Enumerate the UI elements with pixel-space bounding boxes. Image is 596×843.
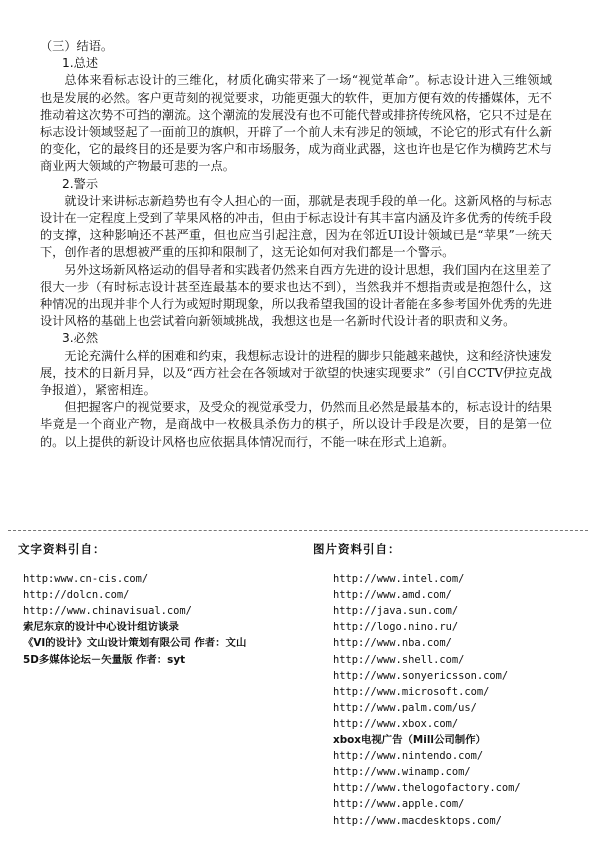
text-references [18,541,246,668]
image-references [313,541,521,829]
reference-link[interactable]: http://www.winamp.com/ [333,766,471,779]
paragraph: 另外这场新风格运动的倡导者和实践者仍然来自西方先进的设计思想，我们国内在这里差了很大一步（有时标志设计甚至连最基本的要求也达不到），当然我并不想指责或是抱怨什么，这种情况的出现并非个人行为或短时期现象，所以我希望我国的设计者能在多参考国外优秀的先进设计风格的基础上也尝试着向新领域挑战，我想这也是一名新时代设计者的职责和义务。 [40,262,552,329]
reference-link[interactable]: http://www.intel.com/ [333,573,465,586]
main-text [40,38,552,451]
reference-link[interactable]: http://java.sun.com/ [333,605,459,618]
reference-link[interactable]: http://www.macdesktops.com/ [333,814,502,827]
text-references-list [23,571,246,668]
reference-link[interactable]: http://logo.nino.ru/ [333,621,459,634]
paragraph: 总体来看标志设计的三维化，材质化确实带来了一场“视觉革命”。标志设计进入三维领域也是发展的必然。客户更苛刻的视觉要求，功能更强大的软件，更加方便有效的传播媒体，无不推动着这次势不可挡的潮流。这个潮流的发展没有也不可能代替或排挤传统风格，它只不过是在标志设计领域竖起了一面前卫的旗帜，开辟了一个前人未有涉足的领域，不论它的形式有什么新的变化，它的最终目的还是要为客户和市场服务，成为商业武器，这也许也是它作为横跨艺术与商业两大领域的产物最可悲的一点。 [40,73,552,174]
image-references-list [333,571,521,829]
reference-link[interactable]: http://www.xbox.com/ [333,717,459,730]
paragraph: 无论充满什么样的困难和约束，我想标志设计的进程的脚步只能越来越快，这和经济快速发展，技术的日新月异，以及“西方社会在各领域对于欲望的快速实现要求”（引自CCTV伊拉克战争报道），紧密相连。 [40,348,552,398]
section-heading-overview: 1.总述 [62,56,99,71]
paragraph: 但把握客户的视觉要求，及受众的视觉承受力，仍然而且必然是最基本的，标志设计的结果毕竟是一个商业产物，是商战中一枚极具杀伤力的棋子，所以设计手段是次要，目的是第一位的。以上提供的新设计风格也应依据具体情况而行，不能一味在形式上追新。 [40,400,552,449]
reference-link[interactable]: http:www.cn-cis.com/ [23,573,149,586]
reference-link[interactable]: http://dolcn.com/ [23,589,130,602]
reference-link[interactable]: http://www.chinavisual.com/ [23,605,192,618]
reference-item: 5D多媒体论坛－矢量版 作者：syt [23,653,186,666]
reference-link[interactable]: http://www.shell.com/ [333,653,465,666]
reference-link[interactable]: http://www.palm.com/us/ [333,701,477,714]
reference-link[interactable]: http://www.microsoft.com/ [333,685,490,698]
reference-item: 《VI的设计》文山设计策划有限公司 作者：文山 [23,637,247,650]
section-heading-warning: 2.警示 [62,176,99,191]
paragraph: 就设计来讲标志新趋势也有令人担心的一面，那就是表现手段的单一化。这新风格的与标志设计在一定程度上受到了苹果风格的冲击，但由于标志设计有其丰富内涵及许多优秀的传统手段的支撑，这种影响还不甚严重，但也应当引起注意，因为在邻近UI设计领域已是“苹果”一统天下，创作者的思想被严重的压抑和限制了，这无论如何对我们都是一个警示。 [40,193,552,260]
dashed-divider [8,530,588,531]
reference-link[interactable]: http://www.thelogofactory.com/ [333,782,521,795]
section-heading-inevitable: 3.必然 [62,331,99,346]
section-title: （三）结语。 [40,39,114,53]
reference-item: 索尼东京的设计中心设计组访谈录 [23,621,179,634]
reference-link[interactable]: http://www.sonyericsson.com/ [333,669,509,682]
reference-link[interactable]: http://www.apple.com/ [333,798,465,811]
text-references-heading: 文字资料引自： [18,542,106,556]
reference-link[interactable]: http://www.nba.com/ [333,637,452,650]
image-references-heading: 图片资料引自： [313,542,401,556]
reference-item: xbox电视广告（Mill公司制作） [333,734,486,747]
reference-link[interactable]: http://www.nintendo.com/ [333,750,484,763]
reference-link[interactable]: http://www.amd.com/ [333,589,452,602]
